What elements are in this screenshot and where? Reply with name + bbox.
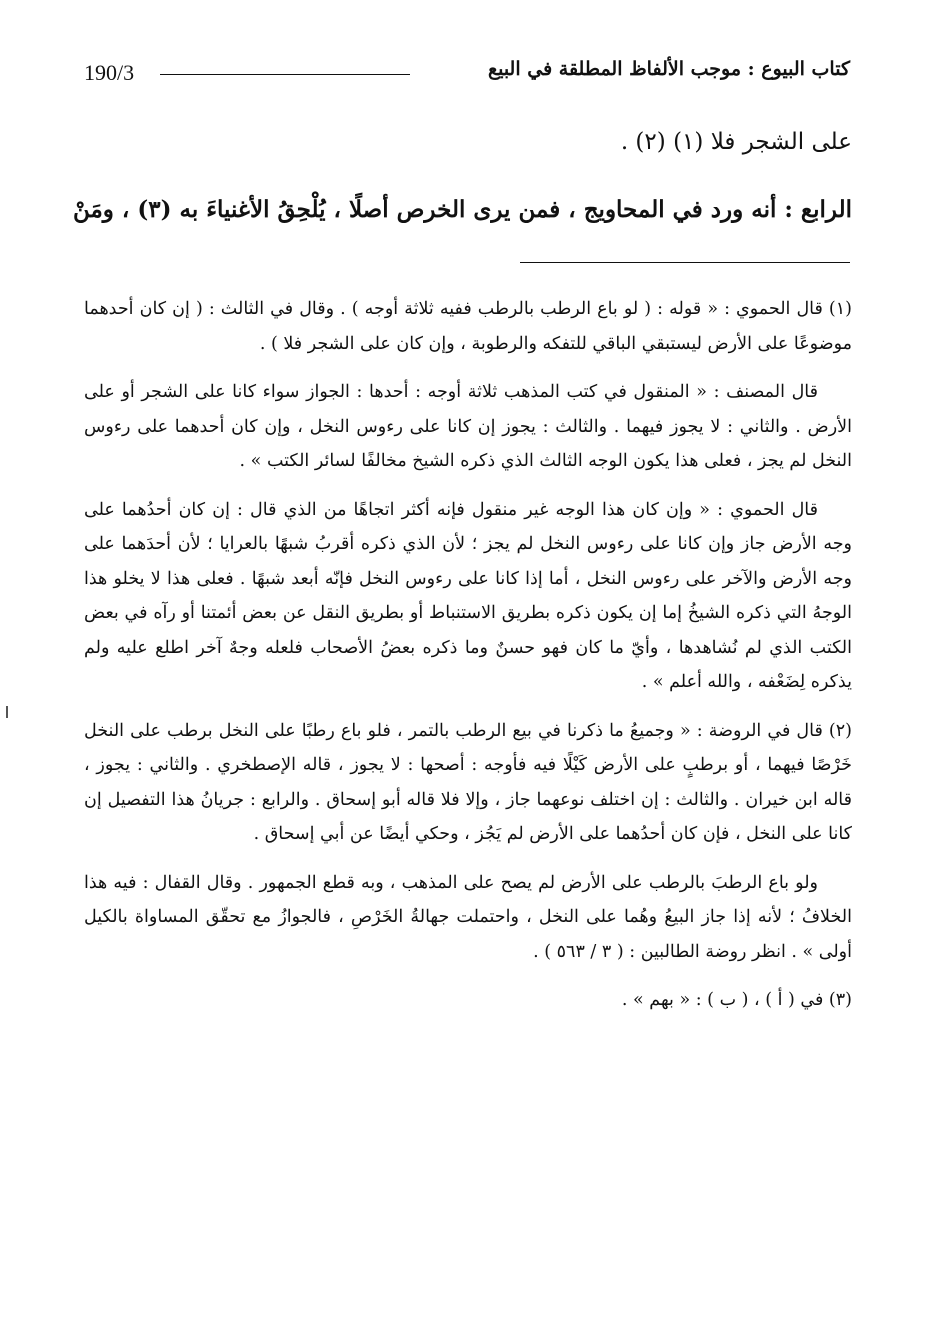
- page-number: 190/3: [84, 60, 135, 85]
- running-title: كتاب البيوع : موجب الألفاظ المطلقة في البيع: [487, 58, 850, 80]
- footnotes: [84, 292, 852, 1032]
- main-text-line-2: الرابع : أنه ورد في المحاويج ، فمن يرى الخرص أصلًا ، يُلْحِقُ الأغنياءَ به (٣) ، ومَنْ: [72, 196, 852, 223]
- margin-mark: [6, 706, 8, 718]
- page-header: [84, 58, 850, 98]
- footnote-1-hamawi: (١) قال الحموي : « قوله : ( لو باع الرطب بالرطب ففيه ثلاثة أوجه ) . وقال في الثالث : ( إن كان أحدهما موضوعًا على الأرض ليستبقي الباقي للتفكه والرطوبة ، وإن كان على الشجر فلا ) .: [84, 299, 852, 354]
- footnote-2-rawda: (٢) قال في الروضة : « وجميعُ ما ذكرنا في بيع الرطب بالتمر ، فلو باع رطبًا على النخل برطب على النخل خَرْصًا فيهما ، أو برطبٍ على الأرض كَيْلًا فيه فأوجه : أصحها : لا يجوز ، قاله الإصطخري . والثاني : يجوز ، قاله ابن خيران . والثالث : إن اختلف نوعهما جاز ، وإلا فلا قاله أبو إسحاق . والرابع : جريانُ هذا التفصيل إن كانا على النخل ، فإن كان أحدُهما على الأرض لم يَجُز ، وحكي أيضًا عن أبي إسحاق .: [84, 720, 852, 844]
- footnote-3: (٣) في ( أ ) ، ( ب ) : « بهم » .: [621, 990, 852, 1010]
- footnote-1-hamawi-continued: قال الحموي : « وإن كان هذا الوجه غير منقول فإنه أكثر اتجاهًا من الذي قال : إن كان أحدُهما على وجه الأرض جاز وإن كانا على رءوس النخل لم يجز ؛ لأن الذي ذكره أقربُ شبهًا بالعرايا ؛ لأن أحدَهما على وجه الأرض والآخر على رءوس النخل ، أما إذا كانا على رءوس النخل فإنّه أبعد شبهًا . فعلى هذا لا يخلو هذا الوجهُ التي ذكره الشيخُ إما إن يكون ذكره بطريق الاستنباط أو بطريق النقل عن بعض أئمتنا أو رآه في بعض الكتب الذي لم نُشاهدها ، وأيّ ما كان فهو حسنٌ وما ذكره بعضُ الأصحاب فلعله وجهٌ آخر اطلع عليه ولم يذكره لِضَعْفه ، والله أعلم » .: [84, 499, 852, 692]
- footnote-1-musannif: قال المصنف : « المنقول في كتب المذهب ثلاثة أوجه : أحدها : الجواز سواء كانا على الشجر أو على الأرض . والثاني : لا يجوز فيهما . والثالث : يجوز إن كانا على رءوس النخل ، وإن كان أحدهما على رءوس النخل لم يجز ، فعلى هذا يكون الوجه الثالث الذي ذكره الشيخ مخالفًا لسائر الكتب » .: [84, 382, 852, 471]
- footnote-separator: [520, 262, 850, 263]
- header-rule: [160, 74, 410, 75]
- footnote-2-qaffal: ولو باع الرطبَ بالرطب على الأرض لم يصح على المذهب ، وبه قطع الجمهور . وقال القفال : فيه هذا الخلافُ ؛ لأنه إذا جاز البيعُ وهُما على النخل ، واحتملت جهالةُ الخَرْصِ ، فالجوازُ مع تحقّق المساواة بالكيل أولى » . انظر روضة الطالبين : ( ٣ / ٥٦٣ ) .: [84, 872, 852, 962]
- main-text: [72, 122, 852, 258]
- main-text-line-1: على الشجر فلا (١) (٢) .: [620, 129, 852, 155]
